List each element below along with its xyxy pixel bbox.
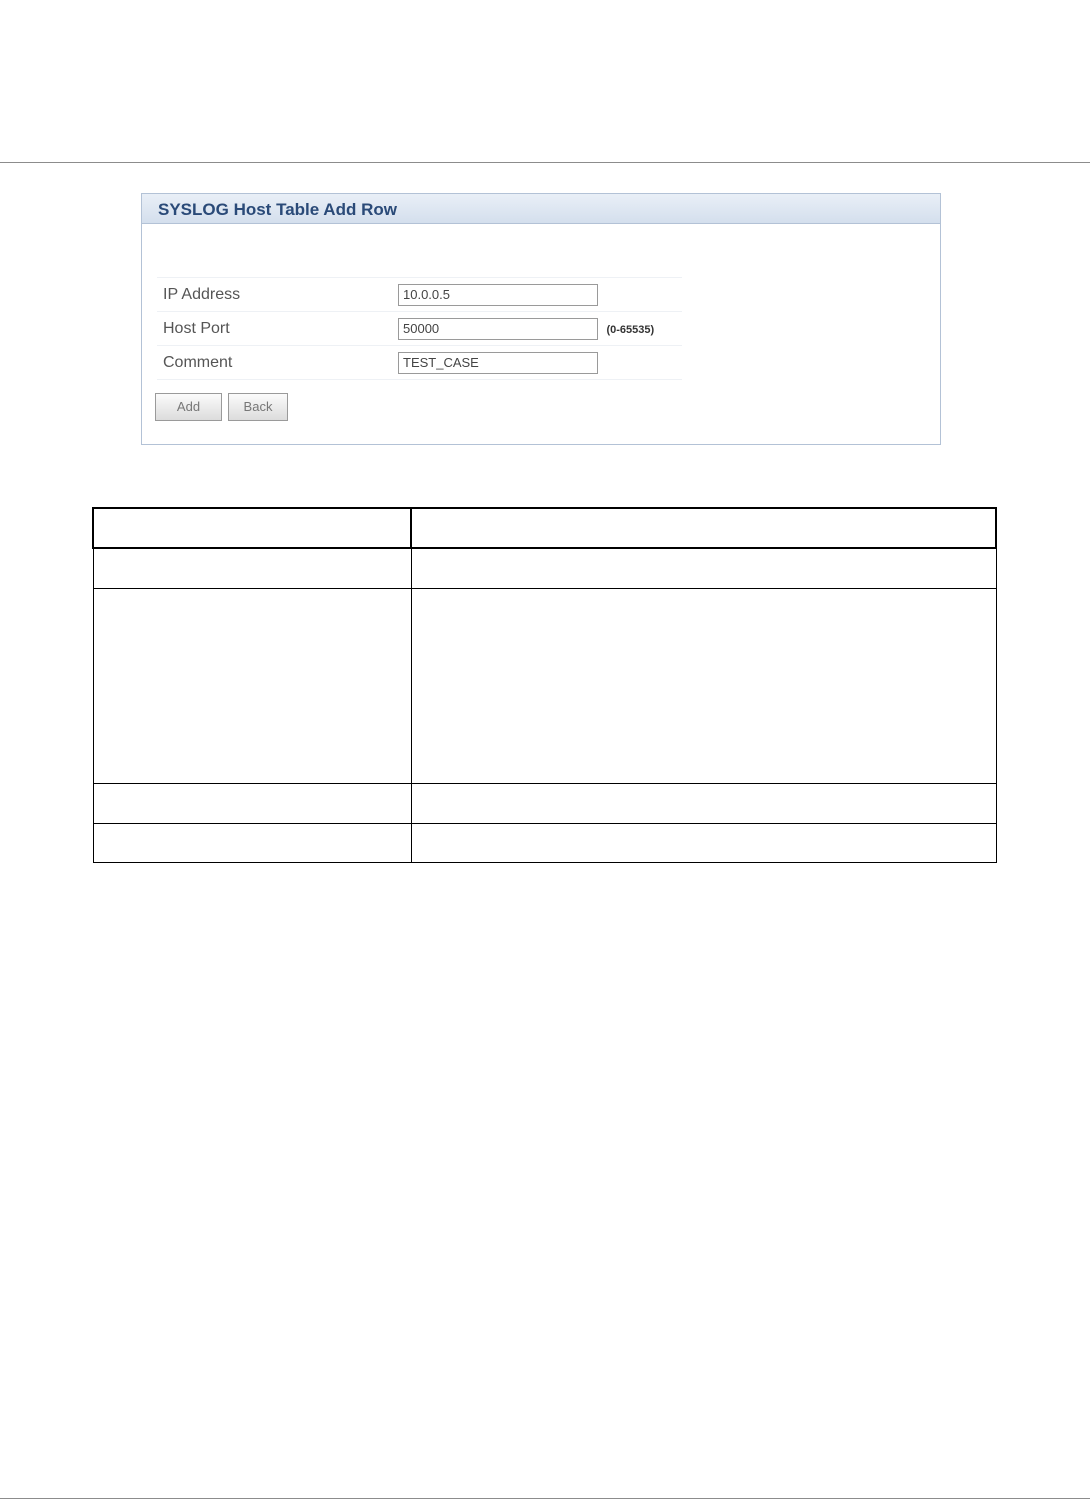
table-row <box>93 824 996 863</box>
form-row-host-port <box>157 312 682 346</box>
back-button[interactable]: Back <box>228 393 288 421</box>
host-port-range-hint: (0-65535) <box>606 324 655 336</box>
comment-label: Comment <box>157 346 398 380</box>
table-cell <box>411 784 996 824</box>
footer-divider <box>0 1498 1090 1499</box>
ip-address-label: IP Address <box>157 278 398 312</box>
table-cell <box>411 589 996 784</box>
table-row <box>93 784 996 824</box>
form-row-comment <box>157 346 682 380</box>
panel-header <box>142 194 940 224</box>
form-table <box>157 277 682 380</box>
table-row <box>93 548 996 589</box>
ip-address-input[interactable] <box>398 284 598 306</box>
table-cell <box>93 784 411 824</box>
host-port-label: Host Port <box>157 312 398 346</box>
header-divider <box>0 162 1090 163</box>
comment-input[interactable] <box>398 352 598 374</box>
table-header-row <box>93 508 996 548</box>
table-header-cell <box>93 508 411 548</box>
table-row <box>93 589 996 784</box>
table-cell <box>93 589 411 784</box>
syslog-add-row-panel <box>141 193 941 445</box>
table-cell <box>93 824 411 863</box>
add-button[interactable]: Add <box>155 393 222 421</box>
parameter-description-table <box>92 507 997 863</box>
table-header-cell <box>411 508 996 548</box>
host-port-input[interactable] <box>398 318 598 340</box>
panel-title: SYSLOG Host Table Add Row <box>158 200 397 219</box>
table-cell <box>411 548 996 589</box>
form-row-ip-address <box>157 278 682 312</box>
table-cell <box>411 824 996 863</box>
table-cell <box>93 548 411 589</box>
